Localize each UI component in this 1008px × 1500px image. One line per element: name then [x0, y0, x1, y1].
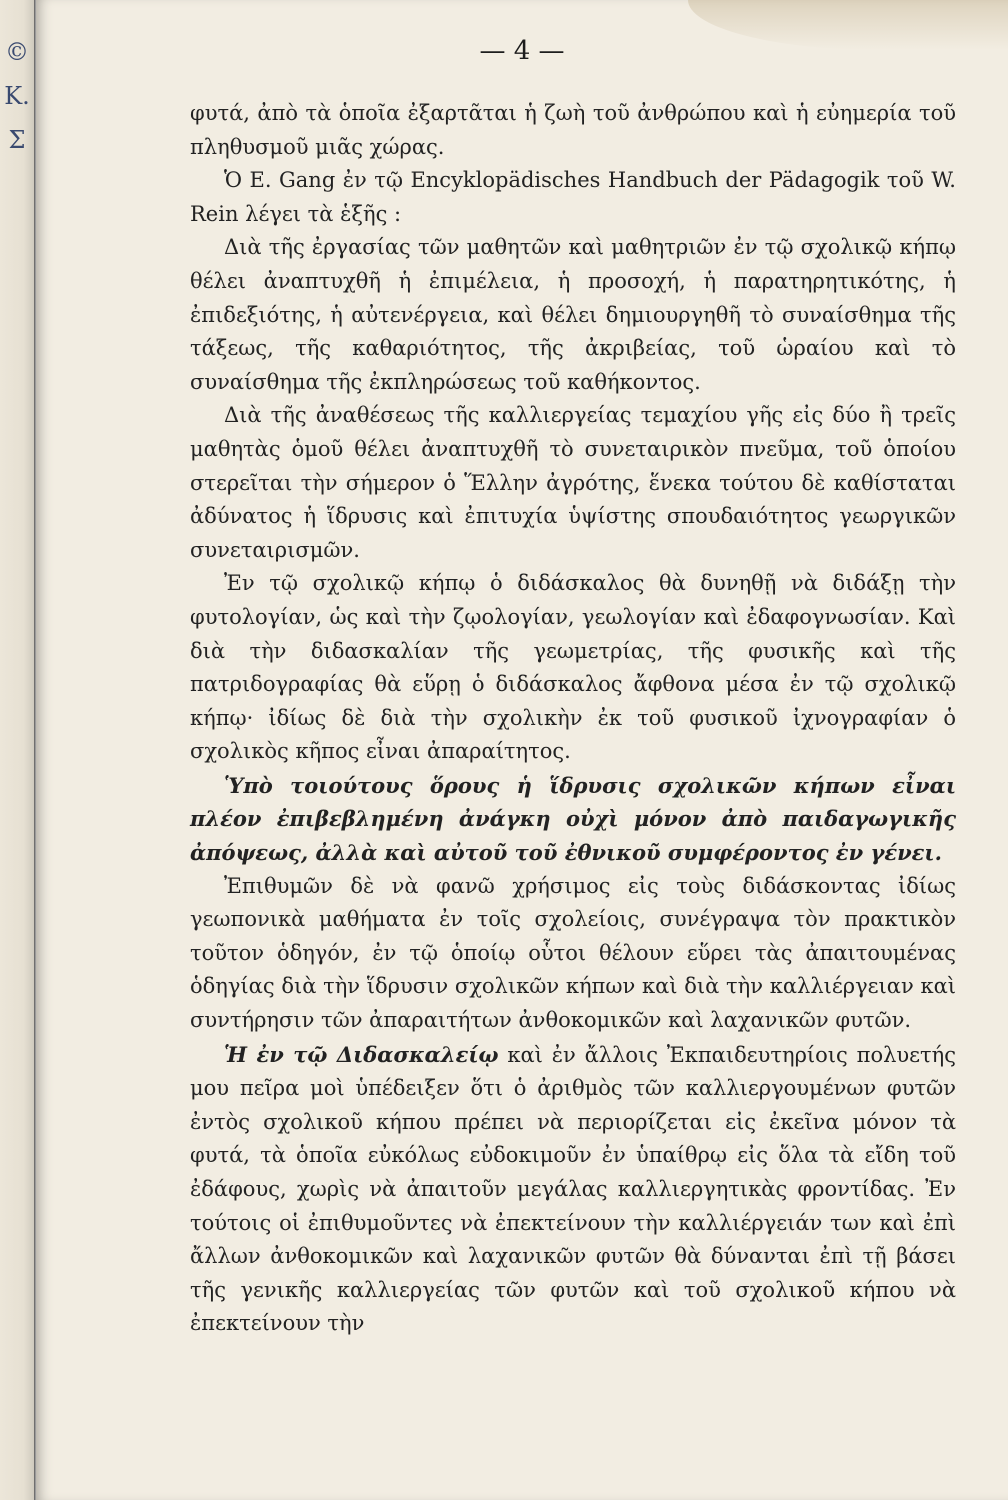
left-margin-strip — [0, 0, 35, 1500]
margin-handwritten-note — [2, 30, 32, 162]
page-body — [190, 97, 956, 1341]
page-number: — 4 — — [479, 36, 565, 66]
paragraph-gang-quote-intro: Ὁ E. Gang ἐν τῷ Encyklopädisches Handbuch der Pädagogik τοῦ W. Rein λέγει τὰ ἑξῆς : — [190, 168, 956, 226]
paragraph-emphasis: Ὑπὸ τοιούτους ὅρους ἡ ἵδρυσις σχολικῶν κήπων εἶναι πλέον ἐπιβεβλημένη ἀνάγκη οὐχὶ μόνον ἀπὸ παιδαγωγικῆς ἀπόψεως, ἀλλὰ καὶ αὐτοῦ τοῦ ἐθνικοῦ συμφέροντος ἐν γένει. — [190, 772, 956, 866]
paragraph-student-work: Διὰ τῆς ἐργασίας τῶν μαθητῶν καὶ μαθητριῶν ἐν τῷ σχολικῷ κήπῳ θέλει ἀναπτυχθῆ ἡ ἐπιμέλεια, ἡ προσοχή, ἡ παρατηρητικότης, ἡ ἐπιδεξιότης, ἡ αὐτενέργεια, καὶ θέλει δημιουργηθῆ τὸ συναίσθημα τῆς τάξεως, τῆς καθαριότητος, τῆς ἀκριβείας, τοῦ ὡραίου καὶ τὸ συναίσθημα τῆς ἐκπληρώσεως τοῦ καθήκοντος. — [190, 235, 956, 394]
paragraph-author-purpose: Ἐπιθυμῶν δὲ νὰ φανῶ χρήσιμος εἰς τοὺς διδάσκοντας ἰδίως γεωπονικὰ μαθήματα ἐν τοῖς σχολείοις, συνέγραψα τὸν πρακτικὸν τοῦτον ὁδηγόν, ἐν τῷ ὁποίῳ οὗτοι θέλουν εὕρει τὰς ἀπαιτουμένας ὁδηγίας διὰ τὴν ἵδρυσιν σχολικῶν κήπων καὶ διὰ τὴν καλλιέργειαν καὶ συντήρησιν τῶν ἀπαραιτήτων ἀνθοκομικῶν καὶ λαχανικῶν φυτῶν. — [190, 873, 956, 1033]
paragraph-teaching-subjects: Ἐν τῷ σχολικῷ κήπῳ ὁ διδάσκαλος θὰ δυνηθῇ νὰ διδάξῃ τὴν φυτολογίαν, ὡς καὶ τὴν ζῳολογίαν, γεωλογίαν καὶ ἐδαφογνωσίαν. Καὶ διὰ τὴν διδασκαλίαν τῆς γεωμετρίας, τῆς φυσικῆς καὶ τῆς πατριδογραφίας θὰ εὕρῃ ὁ διδάσκαλος ἄφθονα μέσα ἐν τῷ σχολικῷ κήπῳ· ἰδίως δὲ διὰ τὴν σχολικὴν ἐκ τοῦ φυσικοῦ ἰχνογραφίαν ὁ σχολικὸς κῆπος εἶναι ἀπαραίτητος. — [190, 571, 956, 764]
paragraph-cooperative-spirit: Διὰ τῆς ἀναθέσεως τῆς καλλιεργείας τεμαχίου γῆς εἰς δύο ἢ τρεῖς μαθητὰς ὁμοῦ θέλει ἀναπτυχθῆ τὸ συνεταιρικὸν πνεῦμα, τοῦ ὁποίου στερεῖται τὴν σήμερον ὁ Ἕλλην ἀγρότης, ἕνεκα τούτου δὲ καθίσταται ἀδύνατος ἡ ἵδρυσις καὶ ἐπιτυχία ὑψίστης σπουδαιότητος γεωργικῶν συνεταιρισμῶν. — [190, 403, 956, 562]
paragraph-lead-phrase: Ἡ ἐν τῷ Διδασκαλείῳ — [224, 1041, 499, 1067]
document-page — [36, 0, 1008, 1500]
margin-note-line: Σ — [8, 126, 26, 154]
paragraph-experience — [190, 1038, 956, 1341]
margin-note-line: K. — [4, 82, 30, 110]
paragraph-continuation: φυτά, ἀπὸ τὰ ὁποῖα ἐξαρτᾶται ἡ ζωὴ τοῦ ἀνθρώπου καὶ ἡ εὐημερία τοῦ πληθυσμοῦ μιᾶς χώρας. — [190, 101, 956, 159]
margin-note-line: © — [5, 38, 29, 66]
paragraph-experience-text: καὶ ἐν ἄλλοις Ἐκπαιδευτηρίοις πολυετής μου πεῖρα μοὶ ὑπέδειξεν ὅτι ὁ ἀριθμὸς τῶν καλλιεργουμένων φυτῶν ἐντὸς σχολικοῦ κήπου πρέπει νὰ περιορίζεται εἰς ἐκεῖνα μόνον τὰ φυτά, τὰ ὁποῖα εὐκόλως εὐδοκιμοῦν ἐν ὑπαίθρῳ εἰς ὅλα τὰ εἴδη τοῦ ἐδάφους, χωρὶς νὰ ἀπαιτοῦν μεγάλας καλλιεργητικὰς φροντίδας. Ἐν τούτοις οἱ ἐπιθυμοῦντες νὰ ἐπεκτείνουν τὴν καλλιέργειάν των καὶ ἐπὶ ἄλλων ἀνθοκομικῶν καὶ λαχανικῶν φυτῶν θὰ δύνανται ἐπὶ τῇ βάσει τῆς γενικῆς καλλιεργείας τῶν φυτῶν καὶ τοῦ σχολικοῦ κήπου νὰ ἐπεκτείνουν τὴν — [190, 1042, 956, 1336]
